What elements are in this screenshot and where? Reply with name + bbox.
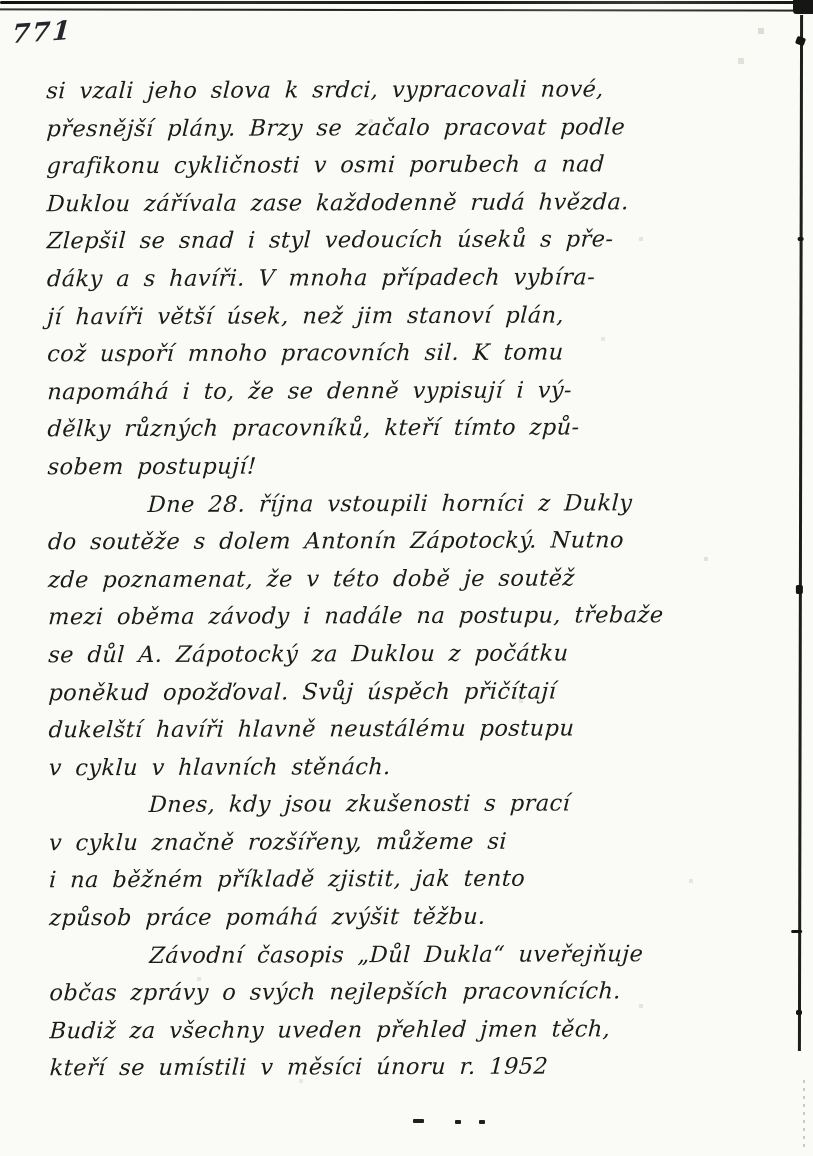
manuscript-line: i na běžném příkladě zjistit, jak tento bbox=[48, 866, 526, 894]
manuscript-line: dáky a s havíři. V mnoha případech vybíra- bbox=[46, 264, 596, 293]
manuscript-line: se důl A. Zápotocký za Duklou z počátku bbox=[47, 640, 570, 669]
manuscript-line: v cyklu v hlavních stěnách. bbox=[48, 753, 392, 781]
manuscript-line-paragraph-start: Dnes, kdy jsou zkušenosti s prací bbox=[148, 790, 571, 819]
right-edge-ink-blob bbox=[796, 585, 803, 594]
handwritten-page-number: 771 bbox=[11, 15, 74, 51]
manuscript-line: do soutěže s dolem Antonín Zápotocký. Nutno bbox=[47, 527, 625, 556]
handwritten-text-block bbox=[46, 71, 798, 1089]
manuscript-line-paragraph-start: Závodní časopis „Důl Dukla“ uveřejňuje bbox=[148, 940, 644, 969]
manuscript-line: sobem postupují! bbox=[47, 453, 258, 481]
bottom-ink-dash bbox=[455, 1120, 461, 1124]
right-scan-edge-line bbox=[798, 15, 803, 1051]
manuscript-line: způsob práce pomáhá zvýšit těžbu. bbox=[48, 903, 487, 932]
manuscript-line: Zlepšil se snad i styl vedoucích úseků s pře- bbox=[46, 226, 615, 255]
right-edge-ink-blob bbox=[795, 36, 806, 47]
top-right-corner-ink-blob bbox=[793, 0, 813, 14]
manuscript-line: přesnější plány. Brzy se začalo pracovat podle bbox=[45, 113, 626, 142]
top-rule-line-upper bbox=[0, 1, 813, 4]
manuscript-line: Budiž za všechny uveden přehled jmen těch, bbox=[48, 1016, 611, 1045]
manuscript-line: občas zprávy o svých nejlepších pracovnících. bbox=[48, 978, 622, 1007]
manuscript-line: napomáhá i to, že se denně vypisují i vý- bbox=[46, 377, 573, 406]
manuscript-line: Duklou zářívala zase každodenně rudá hvězda. bbox=[46, 189, 630, 218]
manuscript-line: mezi oběma závody i nadále na postupu, třebaže bbox=[47, 602, 665, 631]
manuscript-line-paragraph-start: Dne 28. října vstoupili horníci z Dukly bbox=[147, 489, 633, 518]
bottom-ink-dash bbox=[479, 1120, 485, 1124]
manuscript-line: si vzali jeho slova k srdci, vypracovali nové, bbox=[45, 76, 605, 105]
manuscript-line: což uspoří mnoho pracovních sil. K tomu bbox=[46, 339, 565, 368]
manuscript-line: v cyklu značně rozšířeny, můžeme si bbox=[48, 828, 508, 857]
manuscript-line: dělky různých pracovníků, kteří tímto způ- bbox=[46, 414, 581, 443]
manuscript-line: jí havíři větší úsek, než jim stanoví plán, bbox=[46, 302, 565, 330]
manuscript-line: grafikonu cykličnosti v osmi porubech a nad bbox=[45, 151, 606, 180]
manuscript-line: kteří se umístili v měsíci únoru r. 1952 bbox=[49, 1053, 549, 1082]
manuscript-line: dukelští havíři hlavně neustálému postupu bbox=[47, 715, 575, 744]
manuscript-line: poněkud opožďoval. Svůj úspěch přičítají bbox=[47, 678, 557, 706]
manuscript-line: zde poznamenat, že v této době je soutěž bbox=[47, 565, 576, 594]
right-edge-faint-marks bbox=[803, 1080, 805, 1150]
top-rule-line-lower bbox=[0, 8, 810, 11]
top-scan-edge bbox=[0, 0, 813, 14]
bottom-ink-dash bbox=[413, 1119, 424, 1123]
right-edge-ink-blob bbox=[798, 237, 804, 241]
